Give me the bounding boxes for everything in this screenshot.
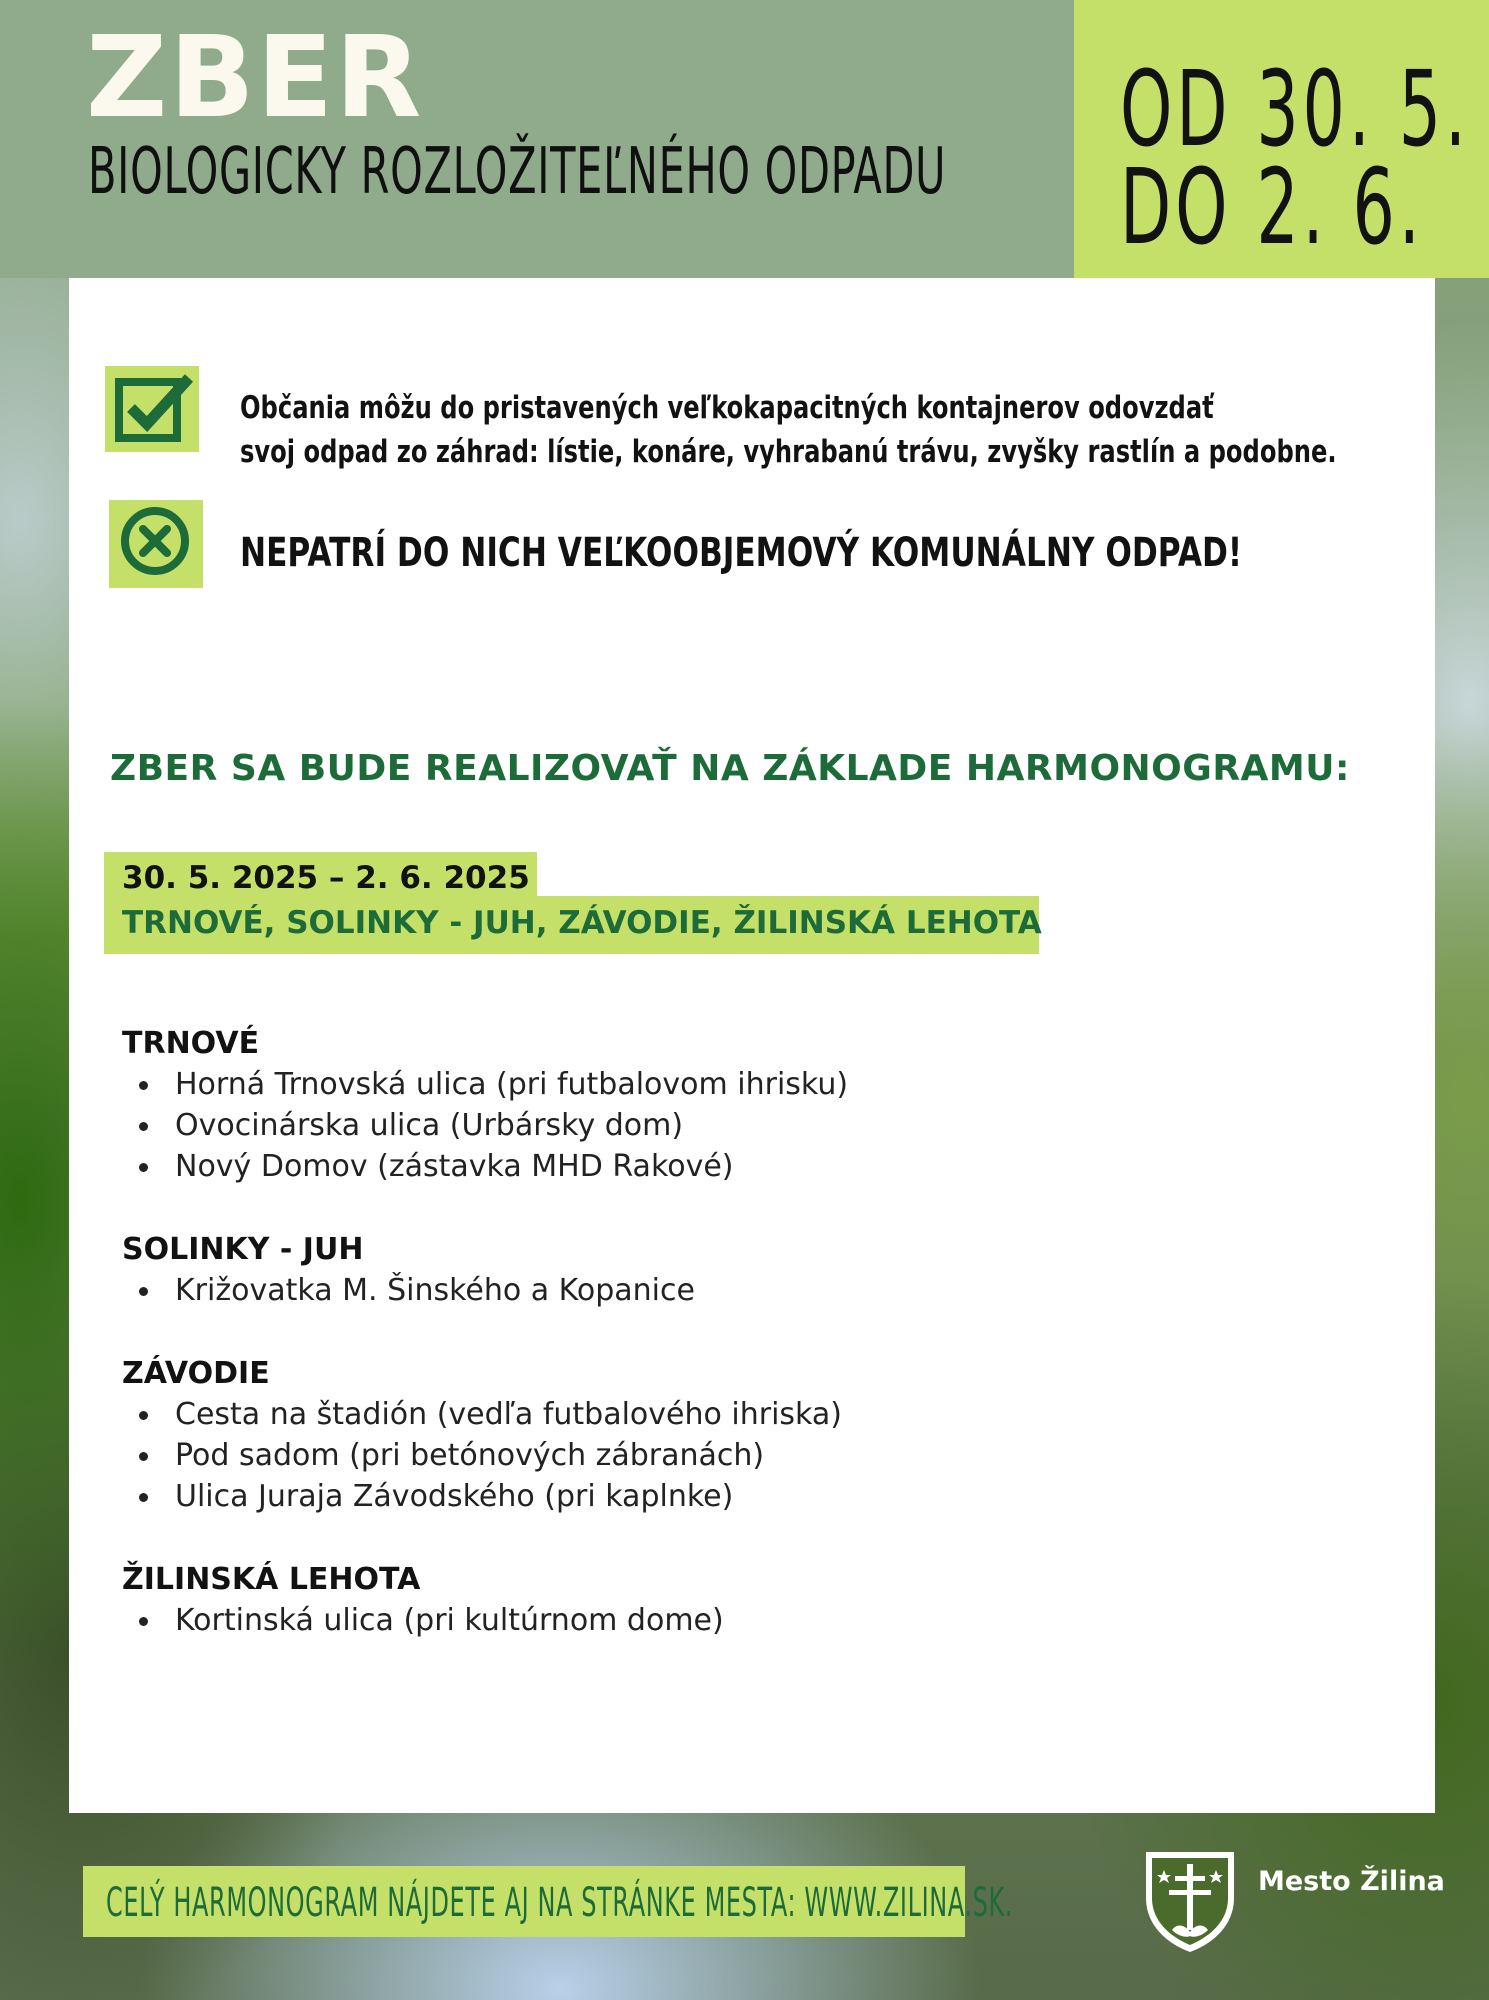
bullet-icon bbox=[139, 1411, 148, 1420]
location-group-trnove bbox=[122, 1024, 848, 1187]
location-item: Ulica Juraja Závodského (pri kaplnke) bbox=[122, 1476, 842, 1517]
circle-x-icon bbox=[109, 500, 203, 588]
allowed-note-line2: svoj odpad zo záhrad: lístie, konáre, vyhrabanú trávu, zvyšky rastlín a podobne. bbox=[240, 434, 1337, 470]
location-item: Ovocinárska ulica (Urbársky dom) bbox=[122, 1105, 848, 1146]
page-title: ZBER bbox=[86, 13, 424, 143]
checkbox-check-icon bbox=[105, 366, 199, 452]
schedule-heading: ZBER SA BUDE REALIZOVAŤ NA ZÁKLADE HARMONOGRAMU: bbox=[110, 748, 1350, 789]
location-item: Kortinská ulica (pri kultúrnom dome) bbox=[122, 1600, 724, 1641]
city-name: Mesto Žilina bbox=[1258, 1866, 1445, 1897]
location-item: Križovatka M. Šinského a Kopanice bbox=[122, 1270, 695, 1311]
bullet-icon bbox=[139, 1081, 148, 1090]
allowed-note bbox=[240, 386, 1337, 474]
allowed-icon-box bbox=[105, 366, 199, 452]
location-group-title: SOLINKY - JUH bbox=[122, 1232, 364, 1267]
bullet-icon bbox=[139, 1452, 148, 1461]
allowed-note-line1: Občania môžu do pristavených veľkokapacitných kontajnerov odovzdať bbox=[240, 390, 1214, 426]
date-from: OD 30. 5. bbox=[1120, 48, 1470, 170]
location-item: Pod sadom (pri betónových zábranách) bbox=[122, 1435, 842, 1476]
footer-website-note: CELÝ HARMONOGRAM NÁJDETE AJ NA STRÁNKE MESTA: WWW.ZILINA.SK. bbox=[106, 1880, 1014, 1926]
bullet-icon bbox=[139, 1163, 148, 1172]
content-card bbox=[69, 278, 1435, 1813]
bullet-icon bbox=[139, 1122, 148, 1131]
not-allowed-note: NEPATRÍ DO NICH VEĽKOOBJEMOVÝ KOMUNÁLNY ODPAD! bbox=[240, 530, 1243, 576]
bullet-icon bbox=[139, 1287, 148, 1296]
location-item: Horná Trnovská ulica (pri futbalovom ihrisku) bbox=[122, 1064, 848, 1105]
collection-dates bbox=[1120, 48, 1470, 268]
location-group-zilinska-lehota bbox=[122, 1560, 724, 1641]
period-date: 30. 5. 2025 – 2. 6. 2025 bbox=[122, 860, 530, 896]
location-item: Cesta na štadión (vedľa futbalového ihriska) bbox=[122, 1394, 842, 1435]
page-subtitle: BIOLOGICKY ROZLOŽITEĽNÉHO ODPADU bbox=[88, 135, 947, 209]
location-group-zavodie bbox=[122, 1354, 842, 1517]
not-allowed-icon-box bbox=[109, 500, 203, 588]
location-item: Nový Domov (zástavka MHD Rakové) bbox=[122, 1146, 848, 1187]
period-areas: TRNOVÉ, SOLINKY - JUH, ZÁVODIE, ŽILINSKÁ LEHOTA bbox=[122, 905, 1042, 941]
location-group-title: TRNOVÉ bbox=[122, 1026, 260, 1061]
zilina-crest-icon bbox=[1142, 1846, 1238, 1956]
location-group-title: ZÁVODIE bbox=[122, 1356, 270, 1391]
bullet-icon bbox=[139, 1493, 148, 1502]
bullet-icon bbox=[139, 1617, 148, 1626]
location-group-title: ŽILINSKÁ LEHOTA bbox=[122, 1562, 421, 1597]
location-group-solinky-juh bbox=[122, 1230, 695, 1311]
date-to: DO 2. 6. bbox=[1120, 146, 1424, 268]
